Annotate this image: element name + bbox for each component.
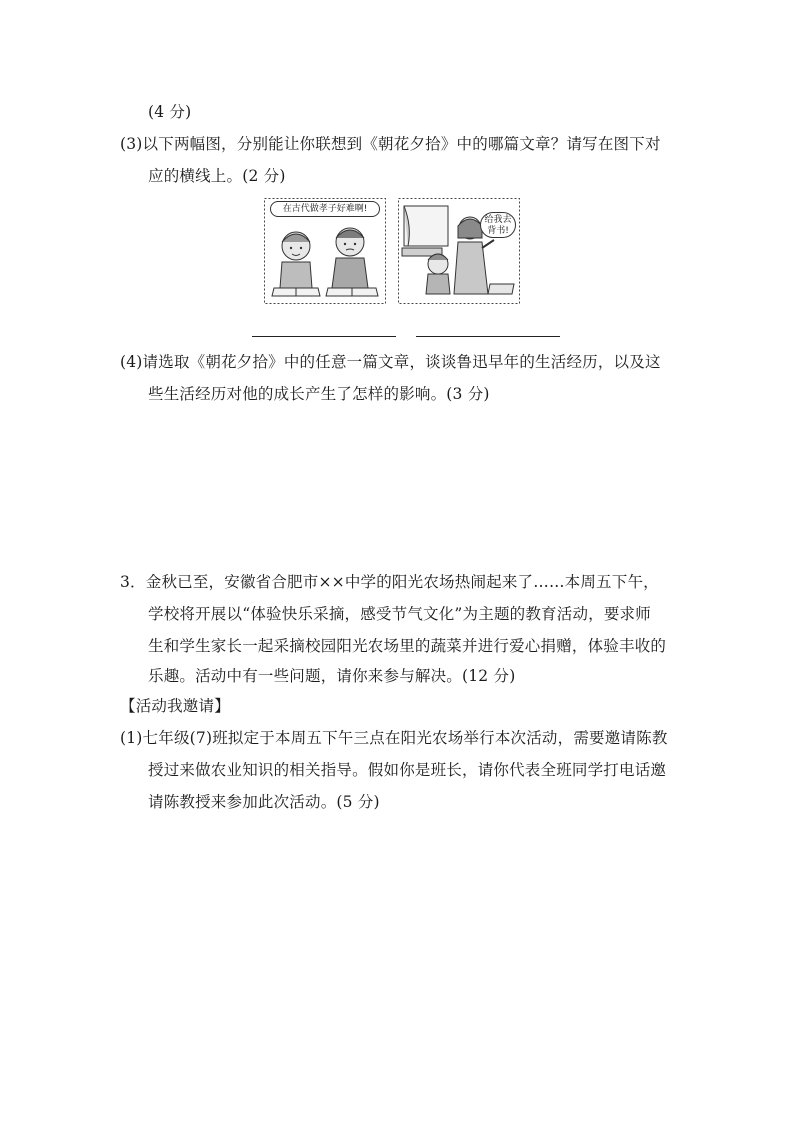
question-4-line-1: (4)请选取《朝花夕拾》中的任意一篇文章，谈谈鲁迅早年的生活经历，以及这 <box>120 353 661 371</box>
question-main-line-3: 生和学生家长一起采摘校园阳光农场里的蔬菜并进行爱心捐赠，体验丰收的 <box>148 637 667 655</box>
answer-blank-2[interactable] <box>416 336 560 337</box>
sub-question-1-line-1: (1)七年级(7)班拟定于本周五下午三点在阳光农场举行本次活动，需要邀请陈教 <box>120 729 668 747</box>
question-main-line-2: 学校将开展以“体验快乐采摘，感受节气文化”为主题的教育活动，要求师 <box>148 605 651 623</box>
sub-question-1-line-3: 请陈教授来参加此次活动。(5 分) <box>148 793 380 811</box>
speech-bubble-mother: 给我去背书! <box>480 212 516 238</box>
question-3-line-2: 应的横线上。(2 分) <box>148 167 286 185</box>
speech-bubble-kids: 在古代做孝子好难啊! <box>270 201 380 217</box>
comic-panel-mother-scolding <box>398 198 520 304</box>
question-main-line-1: 3．金秋已至，安徽省合肥市××中学的阳光农场热闹起来了……本周五下午， <box>120 573 659 591</box>
q2-score-tail: (4 分) <box>148 103 192 121</box>
section-heading: 【活动我邀请】 <box>120 697 230 715</box>
sub-question-1-line-2: 授过来做农业知识的相关指导。假如你是班长，请你代表全班同学打电话邀 <box>148 761 667 779</box>
comic-illustration <box>264 198 522 306</box>
question-4-line-2: 些生活经历对他的成长产生了怎样的影响。(3 分) <box>148 385 490 403</box>
comic-panel-kids-reading <box>264 198 386 304</box>
answer-blank-1[interactable] <box>252 336 396 337</box>
question-main-line-4: 乐趣。活动中有一些问题，请你来参与解决。(12 分) <box>148 667 516 685</box>
question-3-line-1: (3)以下两幅图，分别能让你联想到《朝花夕拾》中的哪篇文章？请写在图下对 <box>120 135 661 153</box>
